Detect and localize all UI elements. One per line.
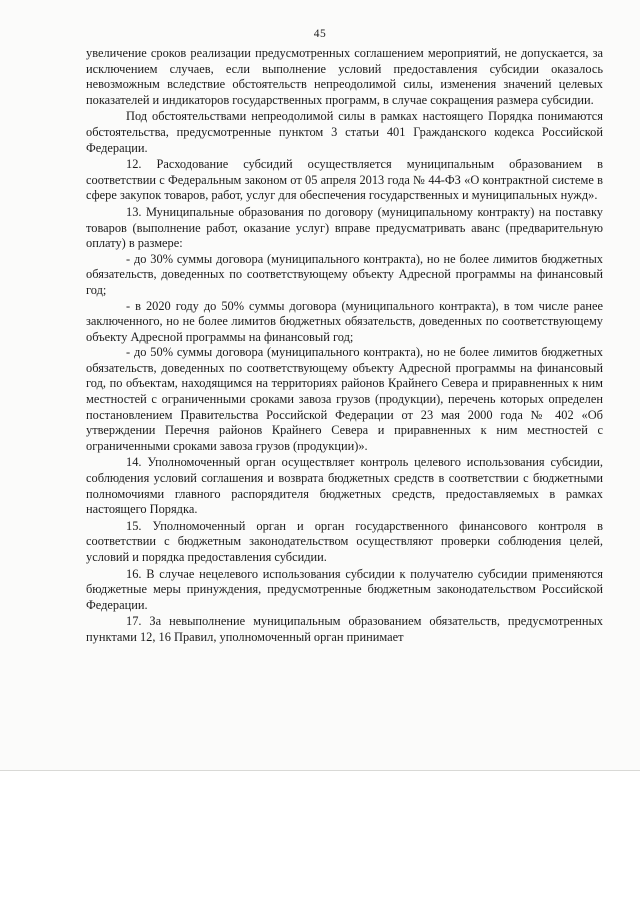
paragraph-clause-14: 14. Уполномоченный орган осуществляет контроль целевого использования субсидии, соблюдения условий соглашения и возврата бюджетных средств в соответствии с бюджетными полномочиями главного распорядителя бюджетных средств, предоставляемых в рамках настоящего Порядка. bbox=[86, 455, 603, 517]
paragraph-clause-13: 13. Муниципальные образования по договору (муниципальному контракту) на поставку товаров (выполнение работ, оказание услуг) вправе предусматривать аванс (предварительную оплату) в размере: bbox=[86, 204, 603, 251]
paragraph-continuation: увеличение сроков реализации предусмотренных соглашением мероприятий, не допускается, за исключением случаев, если выполнение условий предоставления субсидии оказалось невозможным вследствие обстоятельств непреодолимой силы, изменения значений целевых показателей и индикаторов государственных программ, в случае сокращения размера субсидии. bbox=[86, 46, 603, 107]
list-item-advance-30: - до 30% суммы договора (муниципального контракта), но не более лимитов бюджетных обязательств, доведенных по соответствующему объекту Адресной программы на финансовый год; bbox=[86, 251, 603, 297]
paragraph-clause-17: 17. За невыполнение муниципальным образованием обязательств, предусмотренных пунктами 12, 16 Правил, уполномоченный орган принимает bbox=[86, 614, 603, 644]
list-item-advance-50-2020: - в 2020 году до 50% суммы договора (муниципального контракта), в том числе ранее заключенного, но не более лимитов бюджетных обязательств, доведенных по соответствующему объекту Адресной программы на финансовый год; bbox=[86, 298, 603, 344]
paragraph-force-majeure: Под обстоятельствами непреодолимой силы в рамках настоящего Порядка понимаются обстоятельства, предусмотренные пунктом 3 статьи 401 Гражданского кодекса Российской Федерации. bbox=[86, 109, 603, 155]
paragraph-clause-15: 15. Уполномоченный орган и орган государственного финансового контроля в соответствии с бюджетным законодательством осуществляют проверки соблюдения целей, условий и порядка предоставления субсидии. bbox=[86, 518, 603, 564]
paragraph-clause-16: 16. В случае нецелевого использования субсидии к получателю субсидии применяются бюджетные меры принуждения, предусмотренные бюджетным законодательством Российской Федерации. bbox=[86, 566, 603, 612]
page-number: 45 bbox=[313, 28, 327, 40]
document-body bbox=[86, 46, 603, 646]
list-item-advance-50-north: - до 50% суммы договора (муниципального контракта), но не более лимитов бюджетных обязательств, доведенных по соответствующему объекту Адресной программы на финансовый год, по объектам, находящимся на территориях районов Крайнего Севера и приравненных к ним местностей с ограниченными сроками завоза грузов (продукции), перечень которых определен постановлением Правительства Российской Федерации от 23 мая 2000 года № 402 «Об утверждении Перечня районов Крайнего Севера и приравненных к ним местностей с ограниченными сроками завоза грузов (продукции)». bbox=[86, 345, 603, 453]
blank-margin bbox=[0, 771, 640, 906]
paragraph-clause-12: 12. Расходование субсидий осуществляется муниципальным образованием в соответствии с Федеральным законом от 05 апреля 2013 года № 44-ФЗ «О контрактной системе в сфере закупок товаров, работ, услуг для обеспечения государственных и муниципальных нужд». bbox=[86, 157, 603, 203]
